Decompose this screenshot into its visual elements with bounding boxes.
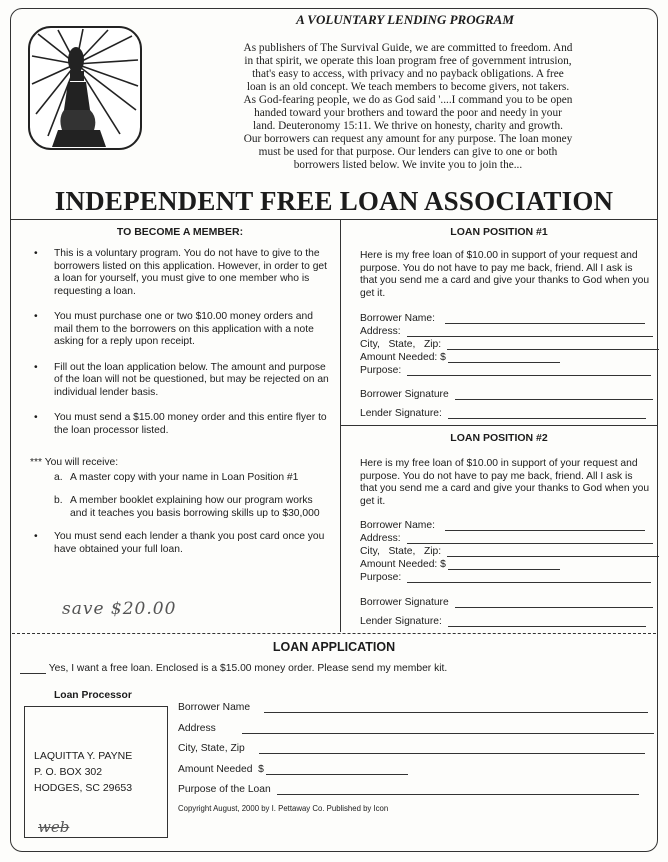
receive-item: a. A master copy with your name in Loan Position #1 bbox=[54, 471, 299, 483]
member-instructions bbox=[30, 248, 330, 569]
member-heading: TO BECOME A MEMBER: bbox=[116, 226, 244, 238]
handwritten-note: save $20.00 bbox=[62, 599, 177, 619]
list-item: • You must purchase one or two $10.00 money orders and mail them to the borrowers on this application with a note asking for a reply upon receipt. bbox=[34, 311, 314, 347]
lp1-amount-field[interactable]: Amount Needed: $ bbox=[360, 352, 560, 363]
bullet-icon: • bbox=[34, 311, 38, 322]
intro-line: must be used for that purpose. Our lenders can give to one or both bbox=[258, 146, 558, 158]
lp1-lender-signature-field[interactable]: Lender Signature: bbox=[360, 408, 646, 419]
loan-processor-heading: Loan Processor bbox=[54, 690, 132, 701]
lp2-borrower-name-field[interactable]: Borrower Name: bbox=[360, 520, 645, 531]
yes-checkbox-line[interactable] bbox=[20, 663, 447, 674]
loan-position-1-heading: LOAN POSITION #1 bbox=[450, 226, 548, 238]
address-line: HODGES, SC 29653 bbox=[34, 782, 133, 794]
intro-line: borrowers listed below. We invite you to join the... bbox=[293, 159, 523, 171]
intro-line: land. Deuteronomy 15:11. We thrive on honesty, charity and growth. bbox=[253, 120, 563, 132]
intro-paragraph bbox=[212, 42, 604, 172]
list-item: • You must send each lender a thank you post card once you have obtained your full loan. bbox=[34, 531, 325, 555]
bullet-icon: • bbox=[34, 412, 38, 423]
lp1-city-state-zip-field[interactable]: City, State, Zip: bbox=[360, 339, 659, 350]
intro-line: As God-fearing people, we do as God said '....I command you to be open bbox=[243, 94, 573, 106]
intro-line: handed toward your brothers and toward the poor and needy in your bbox=[254, 107, 562, 119]
list-item: • This is a voluntary program. You do not have to give to the borrowers listed on this application. However, in order to get a loan for yourself, you must give to one member who is requesting a loan. bbox=[34, 248, 328, 297]
torch-sunburst-logo bbox=[28, 26, 142, 150]
copyright-notice: Copyright August, 2000 by I. Pettaway Co. Published by Icon bbox=[178, 804, 389, 813]
loan-application-title: LOAN APPLICATION bbox=[272, 640, 396, 654]
receive-heading: *** You will receive: bbox=[30, 457, 119, 468]
lp1-purpose-field[interactable]: Purpose: bbox=[360, 365, 651, 376]
address-line: LAQUITTA Y. PAYNE bbox=[34, 750, 133, 762]
intro-line: loan is an old concept. We teach members to become givers, not takers. bbox=[246, 81, 570, 93]
app-purpose-field[interactable]: Purpose of the Loan bbox=[178, 784, 639, 795]
intro-line: in that spirit, we operate this loan program free of government intrusion, bbox=[244, 55, 572, 67]
lp2-borrower-signature-field[interactable]: Borrower Signature bbox=[360, 597, 653, 608]
lp2-lender-signature-field[interactable]: Lender Signature: bbox=[360, 616, 646, 627]
bullet-icon: • bbox=[34, 248, 38, 259]
main-title: INDEPENDENT FREE LOAN ASSOCIATION bbox=[54, 186, 614, 216]
cut-line bbox=[12, 633, 656, 634]
yes-text: Yes, I want a free loan. Enclosed is a $15.00 money order. Please send my member kit. bbox=[48, 663, 448, 674]
intro-line: that's easy to access, with privacy and no payback obligations. A free bbox=[252, 68, 564, 80]
lp2-address-field[interactable]: Address: bbox=[360, 533, 653, 544]
bullet-icon: • bbox=[34, 361, 38, 373]
section-divider bbox=[10, 219, 658, 220]
lp1-borrower-signature-field[interactable]: Borrower Signature bbox=[360, 389, 653, 400]
loan-position-2-text: Here is my free loan of $10.00 in support of your request and purpose. You do not have to pay me back, friend. All I ask is that you send me a card and give your thanks to God when you get it. bbox=[360, 458, 650, 507]
lp1-address-field[interactable]: Address: bbox=[360, 326, 653, 337]
intro-line: As publishers of The Survival Guide, we are committed to freedom. And bbox=[243, 42, 573, 54]
program-title: A VOLUNTARY LENDING PROGRAM bbox=[296, 12, 514, 27]
app-borrower-name-field[interactable]: Borrower Name bbox=[178, 702, 648, 713]
lp2-amount-field[interactable]: Amount Needed: $ bbox=[360, 559, 560, 570]
loan-processor-address bbox=[34, 748, 132, 796]
loan-position-divider bbox=[340, 425, 658, 426]
address-line: P. O. BOX 302 bbox=[34, 766, 103, 778]
list-item: • Fill out the loan application below. The amount and purpose of the loan will not be questioned, but may be rejected on an individual lender basis. bbox=[34, 361, 329, 398]
loan-position-1-text: Here is my free loan of $10.00 in support of your request and purpose. You do not have to pay me back, friend. All I ask is that you send me a card and give your thanks to God when you get it. bbox=[360, 250, 650, 299]
lp1-borrower-name-field[interactable]: Borrower Name: bbox=[360, 313, 645, 324]
bullet-icon: • bbox=[34, 531, 38, 542]
app-address-field[interactable]: Address bbox=[178, 723, 654, 734]
yes-checkbox-blank[interactable] bbox=[20, 663, 46, 674]
list-item: • You must send a $15.00 money order and this entire flyer to the loan processor listed. bbox=[34, 412, 327, 436]
handwritten-web-note: web bbox=[38, 818, 70, 836]
intro-line: Our borrowers can request any amount for any purpose. The loan money bbox=[243, 133, 573, 145]
app-amount-needed-field[interactable]: Amount Needed $ bbox=[178, 764, 408, 775]
app-city-state-zip-field[interactable]: City, State, Zip bbox=[178, 743, 645, 754]
lp2-city-state-zip-field[interactable]: City, State, Zip: bbox=[360, 546, 659, 557]
loan-position-2-heading: LOAN POSITION #2 bbox=[450, 432, 548, 444]
receive-item: b. A member booklet explaining how our program works and it teaches you basis borrowing skills up to $30,000 bbox=[54, 495, 320, 519]
lp2-purpose-field[interactable]: Purpose: bbox=[360, 572, 651, 583]
